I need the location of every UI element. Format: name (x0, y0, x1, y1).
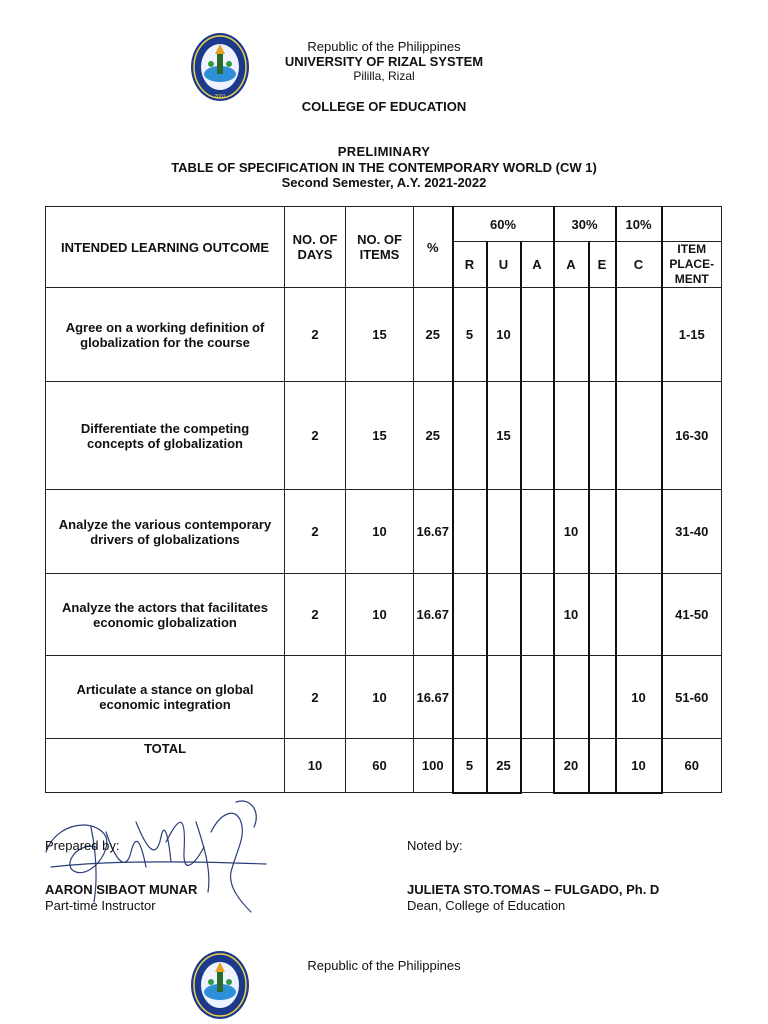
document-title: TABLE OF SPECIFICATION IN THE CONTEMPORARY WORLD (CW 1) (171, 160, 597, 175)
analyze-cell: 10 (554, 490, 589, 574)
header-placement: ITEM PLACE-MENT (662, 242, 722, 288)
u-cell (487, 656, 521, 739)
apply-cell (521, 490, 554, 574)
r-cell (453, 574, 487, 656)
c-cell (616, 574, 662, 656)
total-label: TOTAL (46, 739, 285, 793)
analyze-cell: 10 (554, 574, 589, 656)
items-cell: 15 (346, 382, 414, 490)
total-placement: 60 (662, 739, 722, 793)
republic-line: Republic of the Philippines (307, 39, 461, 54)
ilo-cell: Differentiate the competing concepts of globalization (46, 382, 285, 490)
header-group-30: 30% (554, 207, 616, 242)
e-cell (589, 490, 616, 574)
days-cell: 2 (285, 656, 346, 739)
ilo-cell: Articulate a stance on global economic integration (46, 656, 285, 739)
analyze-cell (554, 288, 589, 382)
placement-cell: 51-60 (662, 656, 722, 739)
placement-cell: 31-40 (662, 490, 722, 574)
header-r: R (453, 242, 487, 288)
total-e (589, 739, 616, 793)
exam-term-title: PRELIMINARY (337, 144, 431, 159)
prepared-by-title: Part-time Instructor (45, 898, 156, 913)
apply-cell (521, 382, 554, 490)
c-cell (616, 382, 662, 490)
table-row (46, 490, 722, 574)
c-cell (616, 288, 662, 382)
total-items: 60 (346, 739, 414, 793)
noted-by-label: Noted by: (407, 838, 463, 853)
analyze-cell (554, 382, 589, 490)
svg-text:2001: 2001 (214, 94, 226, 100)
e-cell (589, 288, 616, 382)
college-name: COLLEGE OF EDUCATION (301, 99, 467, 114)
prepared-by-label: Prepared by: (45, 838, 120, 853)
items-cell: 10 (346, 490, 414, 574)
apply-cell (521, 574, 554, 656)
analyze-cell (554, 656, 589, 739)
percent-cell: 16.67 (414, 574, 453, 656)
c-cell: 10 (616, 656, 662, 739)
percent-cell: 25 (414, 382, 453, 490)
items-cell: 15 (346, 288, 414, 382)
republic-line-next-page: Republic of the Philippines (307, 958, 461, 973)
u-cell (487, 574, 521, 656)
u-cell: 10 (487, 288, 521, 382)
header-blank (662, 207, 722, 242)
c-cell (616, 490, 662, 574)
header-percent: % (414, 207, 453, 288)
u-cell (487, 490, 521, 574)
apply-cell (521, 656, 554, 739)
total-apply (521, 739, 554, 793)
noted-by-name: JULIETA STO.TOMAS – FULGADO, Ph. D (407, 882, 660, 897)
e-cell (589, 382, 616, 490)
university-name: UNIVERSITY OF RIZAL SYSTEM (284, 54, 484, 69)
header-c: C (616, 242, 662, 288)
header-group-60: 60% (453, 207, 554, 242)
ilo-cell: Agree on a working definition of globalization for the course (46, 288, 285, 382)
header-group-10: 10% (616, 207, 662, 242)
placement-cell: 41-50 (662, 574, 722, 656)
table-row (46, 656, 722, 739)
percent-cell: 25 (414, 288, 453, 382)
e-cell (589, 656, 616, 739)
percent-cell: 16.67 (414, 656, 453, 739)
header-a-analyze: A (554, 242, 589, 288)
semester-line: Second Semester, A.Y. 2021-2022 (281, 175, 487, 190)
r-cell (453, 656, 487, 739)
apply-cell (521, 288, 554, 382)
e-cell (589, 574, 616, 656)
r-cell: 5 (453, 288, 487, 382)
placement-cell: 1-15 (662, 288, 722, 382)
r-cell (453, 382, 487, 490)
header-ilo: INTENDED LEARNING OUTCOME (46, 207, 285, 288)
days-cell: 2 (285, 574, 346, 656)
header-items: NO. OF ITEMS (346, 207, 414, 288)
total-percent: 100 (414, 739, 453, 793)
u-cell: 15 (487, 382, 521, 490)
header-days: NO. OF DAYS (285, 207, 346, 288)
total-u: 25 (487, 739, 521, 793)
header-u: U (487, 242, 521, 288)
table-row (46, 288, 722, 382)
campus-location: Pililla, Rizal (353, 69, 415, 83)
days-cell: 2 (285, 382, 346, 490)
days-cell: 2 (285, 288, 346, 382)
placement-cell: 16-30 (662, 382, 722, 490)
total-days: 10 (285, 739, 346, 793)
total-row (46, 739, 722, 793)
ilo-cell: Analyze the actors that facilitates economic globalization (46, 574, 285, 656)
total-analyze: 20 (554, 739, 589, 793)
items-cell: 10 (346, 656, 414, 739)
header-e: E (589, 242, 616, 288)
ilo-cell: Analyze the various contemporary drivers of globalizations (46, 490, 285, 574)
percent-cell: 16.67 (414, 490, 453, 574)
prepared-by-name: AARON SIBAOT MUNAR (45, 882, 198, 897)
noted-by-title: Dean, College of Education (407, 898, 566, 913)
r-cell (453, 490, 487, 574)
specification-table (45, 206, 722, 794)
header-a-apply: A (521, 242, 554, 288)
table-row (46, 574, 722, 656)
total-r: 5 (453, 739, 487, 793)
items-cell: 10 (346, 574, 414, 656)
table-row (46, 382, 722, 490)
total-c: 10 (616, 739, 662, 793)
days-cell: 2 (285, 490, 346, 574)
